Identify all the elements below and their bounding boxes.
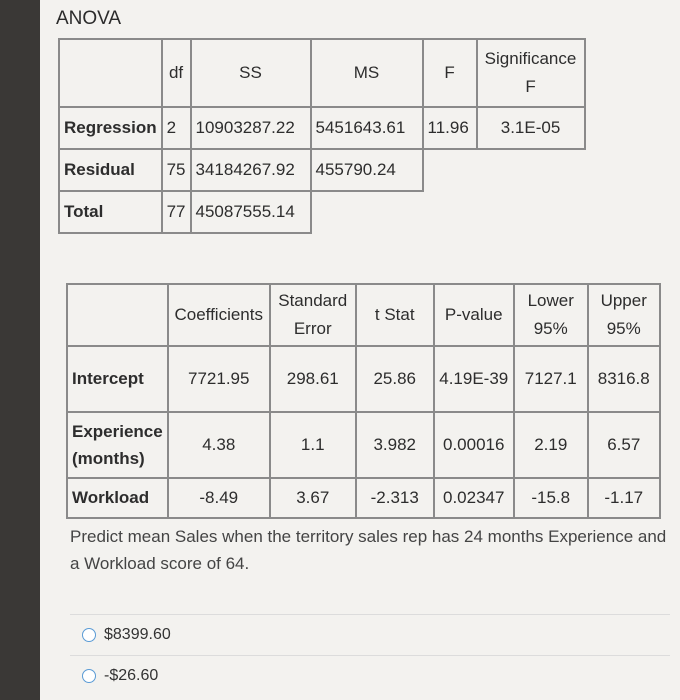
- coef-header-upper-95: Upper 95%: [588, 284, 660, 346]
- coef-row-label: Experience (months): [67, 412, 168, 478]
- coef-row-label: Intercept: [67, 346, 168, 412]
- coef-cell-lower: 2.19: [514, 412, 588, 478]
- coef-header-blank: [67, 284, 168, 346]
- anova-cell-df: 77: [162, 191, 191, 233]
- coef-header-coefficients: Coefficients: [168, 284, 270, 346]
- anova-header-row: [59, 39, 585, 107]
- coef-cell-se: 3.67: [270, 478, 356, 518]
- coef-cell-p: 4.19E-39: [434, 346, 514, 412]
- coef-row-intercept: [67, 346, 660, 412]
- coef-row-workload: [67, 478, 660, 518]
- coef-cell-lower: -15.8: [514, 478, 588, 518]
- anova-cell-ms: 455790.24: [311, 149, 423, 191]
- anova-header-blank: [59, 39, 162, 107]
- anova-cell-f: 11.96: [423, 107, 477, 149]
- coef-header-standard-error: Standard Error: [270, 284, 356, 346]
- coef-cell-t: -2.313: [356, 478, 434, 518]
- answer-option[interactable]: [82, 667, 158, 685]
- coef-cell-coef: -8.49: [168, 478, 270, 518]
- anova-cell-empty: [423, 191, 477, 233]
- anova-header-df: df: [162, 39, 191, 107]
- anova-cell-ss: 10903287.22: [191, 107, 311, 149]
- coef-cell-p: 0.00016: [434, 412, 514, 478]
- coef-row-experience: [67, 412, 660, 478]
- coef-cell-lower: 7127.1: [514, 346, 588, 412]
- radio-button[interactable]: [82, 628, 96, 642]
- anova-row-residual: [59, 149, 585, 191]
- answer-option[interactable]: [82, 626, 171, 644]
- coef-cell-p: 0.02347: [434, 478, 514, 518]
- worksheet-page: [40, 0, 680, 700]
- radio-button[interactable]: [82, 669, 96, 683]
- anova-row-regression: [59, 107, 585, 149]
- divider: [70, 655, 670, 656]
- anova-header-ss: SS: [191, 39, 311, 107]
- question-text: Predict mean Sales when the territory sales rep has 24 months Experience and a Workload score of 64.: [70, 527, 667, 573]
- anova-row-total: [59, 191, 585, 233]
- anova-cell-ms: 5451643.61: [311, 107, 423, 149]
- anova-table: [58, 38, 586, 234]
- anova-cell-empty: [477, 191, 585, 233]
- coef-cell-upper: -1.17: [588, 478, 660, 518]
- anova-cell-empty: [477, 149, 585, 191]
- divider: [70, 614, 670, 615]
- anova-title: ANOVA: [56, 8, 122, 29]
- anova-row-label: Regression: [59, 107, 162, 149]
- option-label: $8399.60: [104, 626, 171, 643]
- anova-cell-empty: [423, 149, 477, 191]
- option-label: -$26.60: [104, 667, 159, 684]
- anova-header-ms: MS: [311, 39, 423, 107]
- anova-cell-sig: 3.1E-05: [477, 107, 585, 149]
- coef-cell-se: 1.1: [270, 412, 356, 478]
- coef-header-t-stat: t Stat: [356, 284, 434, 346]
- coef-cell-coef: 7721.95: [168, 346, 270, 412]
- coef-header-p-value: P-value: [434, 284, 514, 346]
- anova-cell-ss: 45087555.14: [191, 191, 311, 233]
- coef-cell-coef: 4.38: [168, 412, 270, 478]
- anova-header-significance-f: Significance F: [477, 39, 585, 107]
- coefficients-table: [66, 283, 661, 519]
- coef-cell-se: 298.61: [270, 346, 356, 412]
- anova-row-label: Total: [59, 191, 162, 233]
- coef-cell-t: 3.982: [356, 412, 434, 478]
- coef-header-lower-95: Lower 95%: [514, 284, 588, 346]
- anova-cell-ss: 34184267.92: [191, 149, 311, 191]
- coef-cell-upper: 6.57: [588, 412, 660, 478]
- coef-row-label: Workload: [67, 478, 168, 518]
- anova-cell-df: 2: [162, 107, 191, 149]
- anova-row-label: Residual: [59, 149, 162, 191]
- anova-header-f: F: [423, 39, 477, 107]
- coef-cell-t: 25.86: [356, 346, 434, 412]
- anova-cell-df: 75: [162, 149, 191, 191]
- coef-header-row: [67, 284, 660, 346]
- anova-cell-empty: [311, 191, 423, 233]
- coef-cell-upper: 8316.8: [588, 346, 660, 412]
